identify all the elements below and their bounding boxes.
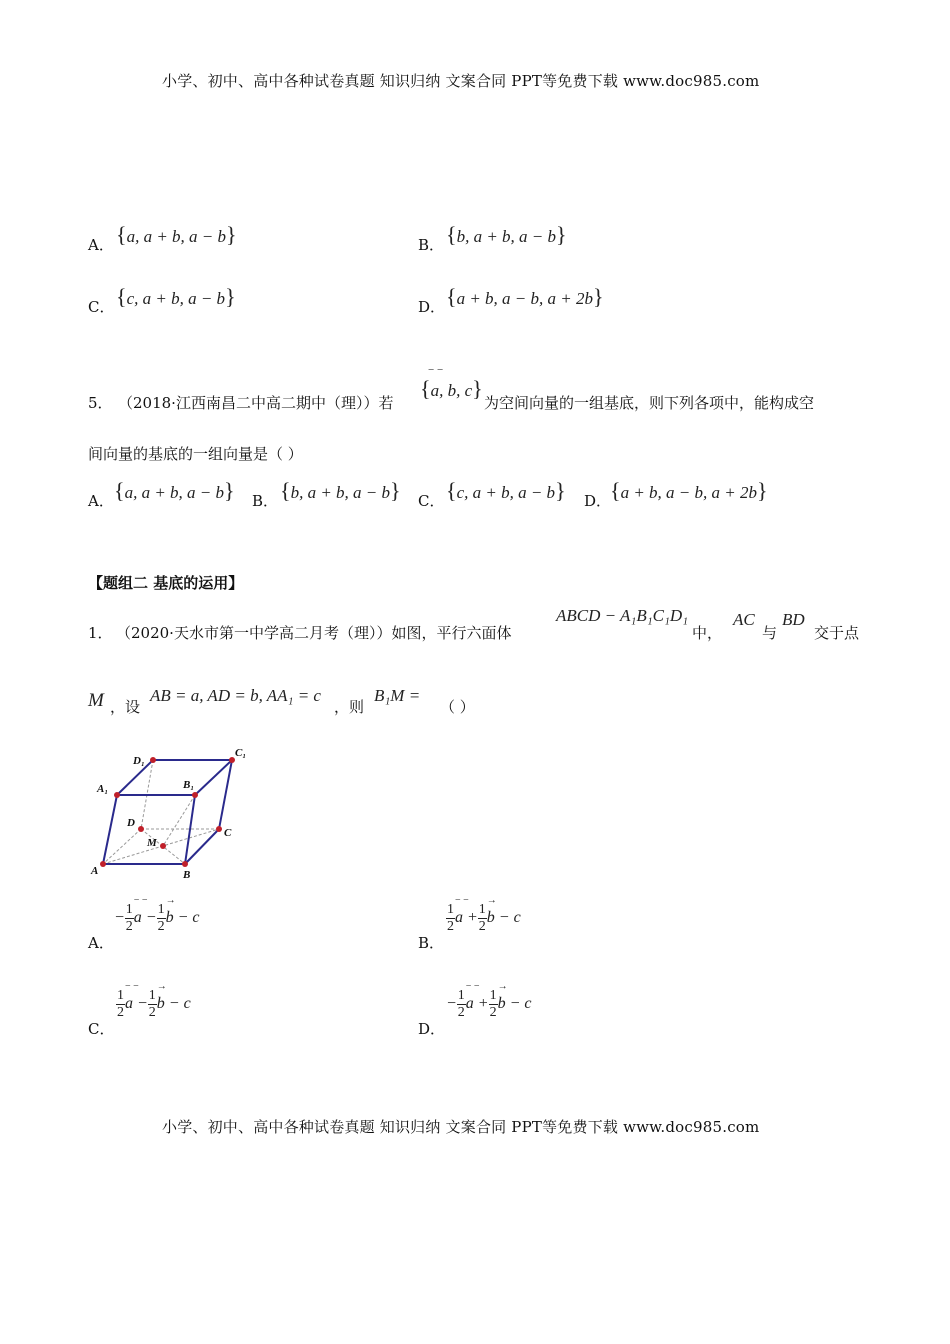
q4-option-c-math: {c, a + b, a − b} xyxy=(116,284,236,309)
q1-option-c-label: C． xyxy=(88,1020,115,1038)
q5-option-a-label: A． xyxy=(88,492,114,510)
q5-option-b-label: B． xyxy=(252,492,279,510)
q4-option-b-label: B． xyxy=(418,236,445,254)
q1-option-b-label: B． xyxy=(418,934,445,952)
q1-jiao: 交于点 xyxy=(814,624,860,642)
q1-option-b-math: $\frac{1}{2}$ − − a + $\frac{1}{2}$ → b − c xyxy=(447,895,521,934)
q1-she: ，设 xyxy=(110,698,141,716)
label-c: C xyxy=(224,827,232,839)
q1-source: （2020·天水市第一中学高二月考（理））如图，平行六面体 xyxy=(116,624,512,642)
label-m: M xyxy=(147,837,157,849)
parallelepiped-figure xyxy=(85,742,255,882)
q4-option-a-label: A． xyxy=(88,236,114,254)
q5-basis: {a, b, c} xyxy=(420,376,483,401)
q1-m: M xyxy=(88,690,104,711)
q1-ac: AC xyxy=(733,610,755,629)
q1-yu: 与 xyxy=(762,624,778,642)
q1-number: 1． xyxy=(88,624,113,642)
q1-option-d-label: D． xyxy=(418,1020,446,1038)
vertex-c xyxy=(216,826,222,832)
q4-option-d-label: D． xyxy=(418,298,446,316)
page-header: 小学、初中、高中各种试卷真题 知识归纳 文案合同 PPT等免费下载 www.doc985.com xyxy=(162,72,760,90)
q5-basis-marks: − − xyxy=(428,364,444,376)
label-a: A xyxy=(91,865,99,877)
q1-option-a-math: − $\frac{1}{2}$ − − a − $\frac{1}{2}$ → b − c xyxy=(114,895,200,934)
q5-source: （2018·江西南昌二中高二期中（理））若 xyxy=(118,394,394,412)
q1-option-d-math: − $\frac{1}{2}$ − − a + $\frac{1}{2}$ → b − c xyxy=(446,981,532,1020)
q1-option-a-label: A． xyxy=(88,934,114,952)
label-b1: B₁ xyxy=(183,779,195,791)
q4-option-b-math: {b, a + b, a − b} xyxy=(446,222,567,247)
vertex-b1 xyxy=(192,792,198,798)
q1-zhong: 中， xyxy=(692,624,723,642)
label-d: D xyxy=(127,817,135,829)
label-a1: A₁ xyxy=(97,783,109,795)
q5-text-line1: 为空间向量的一组基底，则下列各项中，能构成空 xyxy=(484,394,815,412)
vertex-d xyxy=(138,826,144,832)
q5-number: 5． xyxy=(88,394,113,412)
q1-bd: BD xyxy=(782,610,805,629)
vertex-a1 xyxy=(114,792,120,798)
page-footer: 小学、初中、高中各种试卷真题 知识归纳 文案合同 PPT等免费下载 www.doc985.com xyxy=(162,1118,760,1136)
q1-ze: ，则 xyxy=(334,698,365,716)
q5-option-c-label: C． xyxy=(418,492,445,510)
q5-option-c-math: {c, a + b, a − b} xyxy=(446,478,566,503)
label-c1: C₁ xyxy=(235,747,247,759)
q5-option-a-math: {a, a + b, a − b} xyxy=(114,478,235,503)
q5-option-b-math: {b, a + b, a − b} xyxy=(280,478,401,503)
q4-option-d-math: {a + b, a − b, a + 2b} xyxy=(446,284,604,309)
q1-b1m: B₁M = xyxy=(374,686,421,705)
section-title: 【题组二 基底的运用】 xyxy=(88,574,244,592)
q5-option-d-label: D． xyxy=(584,492,612,510)
q4-option-c-label: C． xyxy=(88,298,115,316)
q5-option-d-math: {a + b, a − b, a + 2b} xyxy=(610,478,768,503)
q1-solid: ABCD − A₁B₁C₁D₁ xyxy=(556,606,689,625)
label-b: B xyxy=(183,869,191,881)
q1-option-c-math: $\frac{1}{2}$ − − a − $\frac{1}{2}$ → b − c xyxy=(117,981,191,1020)
vertex-d1 xyxy=(150,757,156,763)
segment-b1m xyxy=(163,795,195,846)
q4-option-a-math: {a, a + b, a − b} xyxy=(116,222,237,247)
vertex-b xyxy=(182,861,188,867)
q5-text-line2: 间向量的基底的一组向量是（ ） xyxy=(88,445,303,463)
label-d1: D₁ xyxy=(133,755,145,767)
q1-defs: AB = a, AD = b, AA₁ = c xyxy=(150,686,321,705)
vertex-m xyxy=(160,843,166,849)
q1-paren: （ ） xyxy=(440,698,475,716)
vertex-a xyxy=(100,861,106,867)
